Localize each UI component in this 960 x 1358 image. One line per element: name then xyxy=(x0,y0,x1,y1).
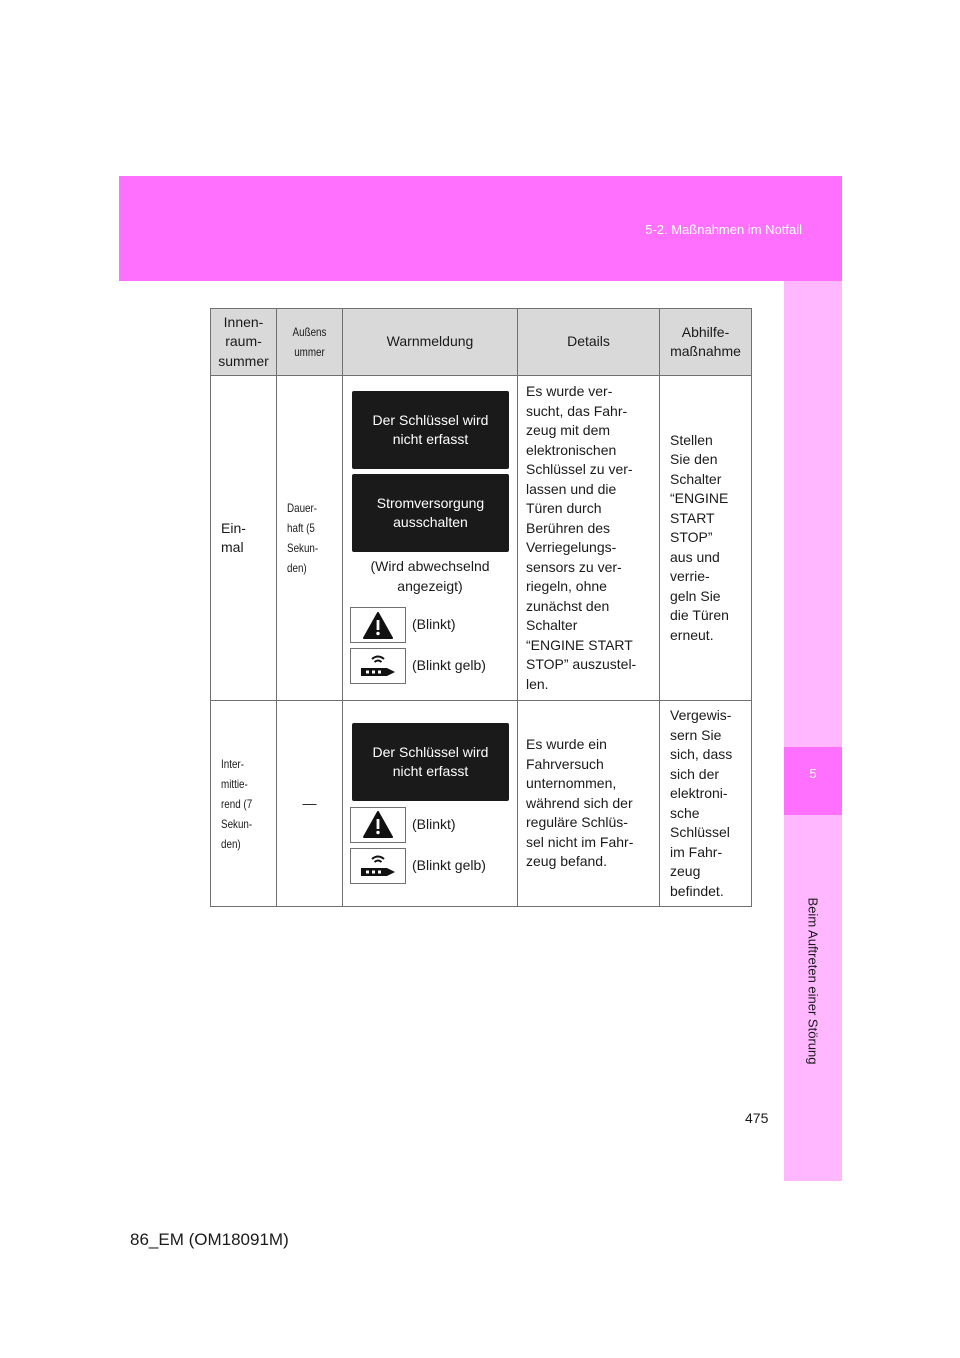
display-note: (Wird abwechselnd angezeigt) xyxy=(370,558,490,594)
header-warning: Warnmeldung xyxy=(343,309,518,376)
interior-buzzer-cell: Ein- mal xyxy=(211,376,277,701)
header-remedy: Abhilfe- maßnahme xyxy=(660,309,752,376)
chapter-side-tab xyxy=(784,281,842,1181)
warning-table xyxy=(210,308,752,907)
details-cell: Es wurde ein Fahrversuch unternommen, während sich der reguläre Schlüs- sel nicht im Fahr- zeug befand. xyxy=(518,701,660,907)
page-number: 475 xyxy=(745,1110,769,1126)
exterior-buzzer-cell: — xyxy=(277,701,343,907)
exterior-buzzer-cell: Dauer- haft (5 Sekun- den) xyxy=(277,376,343,701)
table-header-row xyxy=(211,309,752,376)
icon-label: (Blinkt) xyxy=(412,815,456,832)
document-code: 86_EM (OM18091M) xyxy=(130,1230,289,1249)
warning-triangle-icon xyxy=(350,607,406,643)
remedy-cell: Vergewis- sern Sie sich, dass sich der elektroni- sche Schlüssel im Fahr- zeug befindet. xyxy=(660,701,752,907)
warning-cell xyxy=(343,376,518,701)
chapter-label: Beim Auftreten einer Störung xyxy=(805,897,821,1065)
key-signal-icon xyxy=(350,648,406,684)
warning-cell xyxy=(343,701,518,907)
table-row xyxy=(211,701,752,907)
section-title: 5-2. Maßnahmen im Notfall xyxy=(645,222,802,237)
header-interior-buzzer: Innen- raum- summer xyxy=(211,309,277,376)
interior-buzzer-cell: Inter- mittie- rend (7 Sekun- den) xyxy=(211,701,277,907)
icon-label: (Blinkt gelb) xyxy=(412,657,486,674)
key-signal-icon xyxy=(350,848,406,884)
display-message: Der Schlüssel wird nicht erfasst xyxy=(352,391,509,469)
remedy-cell: Stellen Sie den Schalter “ENGINE START STOP” aus und verrie- geln Sie die Türen erneut. xyxy=(660,376,752,701)
chapter-number: 5 xyxy=(784,747,842,815)
header-exterior-buzzer: Außens ummer xyxy=(277,309,343,376)
icon-label: (Blinkt) xyxy=(412,616,456,633)
warning-triangle-icon xyxy=(350,807,406,843)
icon-label: (Blinkt gelb) xyxy=(412,856,486,873)
display-message: Stromversorgung ausschalten xyxy=(352,474,509,552)
header-details: Details xyxy=(518,309,660,376)
table-row xyxy=(211,376,752,701)
display-message: Der Schlüssel wird nicht erfasst xyxy=(352,723,509,801)
header-band xyxy=(119,176,842,281)
details-cell: Es wurde ver- sucht, das Fahr- zeug mit dem elektronischen Schlüssel zu ver- lassen und die Türen durch Berühren des Verriegelungs- sensors zu ver- riegeln, ohne zunächst den Schalter “ENGINE START STOP” auszustel- len. xyxy=(518,376,660,701)
